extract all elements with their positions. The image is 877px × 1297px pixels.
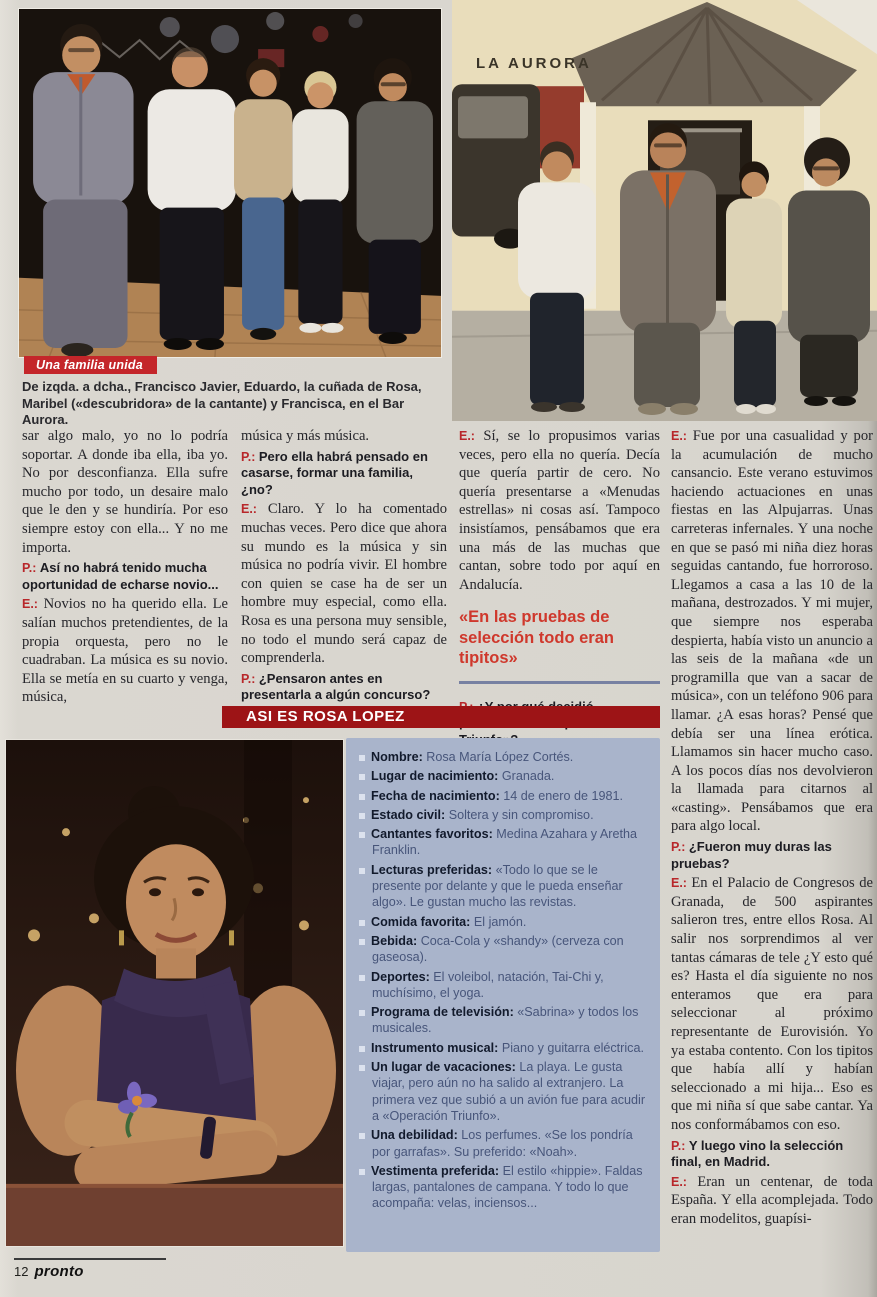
bullet-square-icon — [359, 975, 365, 981]
infobox-item — [359, 933, 649, 966]
infobox-label: Vestimenta preferida: — [371, 1163, 503, 1178]
bullet-square-icon — [359, 868, 365, 874]
bullet-square-icon — [359, 774, 365, 780]
infobox-item — [359, 807, 649, 823]
photo-family-bar-interior — [18, 8, 442, 358]
person-figure — [33, 24, 133, 357]
infobox-item — [359, 826, 649, 859]
infobox-label: Estado civil: — [371, 807, 449, 822]
infobox-label: Instrumento musical: — [371, 1040, 502, 1055]
infobox-value: El estilo «hippie». Faldas largas, pantalones de campana. Y todo lo que acompaña: velas, inciensos... — [372, 1163, 643, 1211]
infobox-label: Un lugar de vacaciones: — [371, 1060, 520, 1075]
infobox-label: Lugar de nacimiento: — [371, 769, 502, 784]
page-number: 12 — [14, 1264, 29, 1279]
footer-rule — [14, 1258, 166, 1260]
photo-caption-label: Una familia unida — [24, 356, 157, 374]
bullet-square-icon — [359, 1169, 365, 1175]
interview-question: P.: Y luego vino la selección final, en Madrid. — [671, 1137, 844, 1170]
article-paragraph: E.: Fue por una casualidad y por la acumulación de mucho cansancio. Este verano estuvimos haciendo actuaciones en unas fiestas en las Alpujarras. Unas carreteras infernales. Y una noche en que se pasó mi niña diez horas seguidas cantando, fue horroroso. Llegamos a casa a las 10 de la mañana, destrozados. Y mi mujer, que siempre nos esperaba despierta, había visto un anuncio a las seis de la mañana «de un programilla que van a sacar de música», con un teléfono 906 para llamar. ¿A esas horas? Pensé que debía ser una línea erótica. Llamamos sin hacer mucho caso. A los pocos días nos devolvieron la llamada para citarnos al «casting». Pensábamos que era para algo local. — [671, 428, 874, 835]
bullet-square-icon — [359, 939, 365, 945]
interview-question: P.: ¿Pensaron antes en presentarla a algún concurso? — [241, 670, 431, 703]
page-footer — [14, 1258, 174, 1281]
article-column-3 — [459, 427, 660, 709]
infobox-value: «Sabrina» y todos los musicales. — [372, 1005, 639, 1036]
infobox-value: Piano y guitarra eléctrica. — [501, 1040, 644, 1055]
interview-question: P.: ¿Fueron muy duras las pruebas? — [671, 839, 832, 871]
section-header: ASI ES ROSA LOPEZ — [222, 706, 660, 728]
bar-interior-illustration — [19, 9, 441, 357]
infobox-label: Deportes: — [371, 969, 434, 984]
infobox-label: Una debilidad: — [371, 1128, 462, 1143]
bullet-square-icon — [359, 794, 365, 800]
article-paragraph: E.: Eran un centenar, de toda España. Y ella acomplejada. Todo eran modelitos, guapísi- — [671, 1173, 873, 1227]
infobox-value: Medina Azahara y Aretha Franklin. — [372, 827, 637, 858]
infobox-rosa-facts — [346, 738, 660, 1252]
infobox-value: El jamón. — [473, 914, 527, 929]
rosa-portrait-illustration — [6, 740, 343, 1246]
article-column-2 — [241, 427, 447, 705]
table-surface — [6, 1186, 343, 1246]
infobox-item — [359, 749, 649, 765]
bullet-square-icon — [359, 1046, 365, 1052]
article-paragraph: E.: En el Palacio de Congresos de Granada, de 500 aspirantes salieron tres, entre ellos Rosa. Al salir nos sorprendimos al ver tantas cámaras de tele ¿Y esto qué es? Hasta el día siguiente no nos enteramos que era para seleccionar al próximo representante de Eurovisión. Yo ya estaba contento. Con los tipitos que había allí y habían seleccionado a mi hija... Eso es que mi niña sí que sabe cantar. Ya nos conformábamos con eso. — [671, 875, 873, 1133]
article-column-1 — [22, 427, 228, 706]
photo-caption-text: De izqda. a dcha., Francisco Javier, Eduardo, la cuñada de Rosa, Maribel («descubridora» de la cantante) y Francisca, en el Bar Aurora. — [22, 379, 422, 427]
article-paragraph: música y más música. — [241, 428, 370, 444]
speaker-prefix: P.: — [241, 449, 259, 464]
bar-sign-text: LA AURORA — [476, 55, 592, 73]
bullet-square-icon — [359, 832, 365, 838]
infobox-label: Cantantes favoritos: — [371, 827, 497, 842]
speaker-prefix: E.: — [459, 429, 484, 443]
infobox-item — [359, 862, 649, 911]
photo-family-bar-exterior — [452, 0, 877, 421]
speaker-prefix: E.: — [671, 876, 692, 891]
speaker-prefix: E.: — [22, 597, 44, 612]
infobox-value: La playa. Le gusta viajar, pero aún no ha salido al extranjero. La primera vez que subió a un avión fue para acudir a «Operación Triunfo». — [372, 1060, 646, 1123]
article-paragraph: E.: Claro. Y lo ha comentado muchas veces. Pero dice que ahora su mundo es la música y sin música no podría vivir. El hombre con quien se case ha de ser un hombre muy especial, como ella. Rosa es una persona muy sensible, no todo el mundo será capaz de comprenderla. — [241, 501, 447, 667]
infobox-value: «Todo lo que se le presente por delante y que le pueda enseñar algo». Le gustan mucho las revistas. — [372, 862, 623, 910]
infobox-label: Fecha de nacimiento: — [371, 788, 504, 803]
bar-exterior-illustration — [452, 0, 877, 421]
photo-rosa-portrait — [5, 739, 344, 1247]
infobox-item — [359, 1004, 649, 1037]
magazine-logo: pronto — [34, 1263, 84, 1280]
pull-quote: «En las pruebas de selección todo eran tipitos» — [459, 607, 660, 684]
infobox-list — [359, 749, 649, 1212]
infobox-label: Nombre: — [371, 750, 427, 764]
infobox-value: Soltera y sin compromiso. — [448, 807, 594, 822]
infobox-label: Comida favorita: — [371, 914, 474, 929]
bullet-square-icon — [359, 1065, 365, 1071]
infobox-value: Coca-Cola y «shandy» (cerveza con gaseosa). — [372, 933, 624, 965]
infobox-label: Lecturas preferidas: — [371, 862, 496, 877]
infobox-value: Los perfumes. «Se los pondría por garrafas». Su preferido: «Noah». — [372, 1128, 633, 1159]
article-paragraph: E.: Sí, se lo propusimos varias veces, pero ella no quería. Decía que quería partir de cero. No quería presentarse a «Menudas estrellas» ni cosas así. Tampoco insistíamos, pensábamos que era una más de las muchas que cantan, sobre todo por aquí en Andalucía. — [459, 428, 660, 593]
infobox-item — [359, 914, 649, 930]
article-column-4 — [671, 427, 873, 1249]
speaker-prefix: E.: — [671, 429, 693, 443]
speaker-prefix: E.: — [241, 502, 268, 517]
infobox-item — [359, 969, 649, 1002]
infobox-item — [359, 1127, 649, 1160]
infobox-value: Granada. — [501, 769, 555, 784]
bullet-square-icon — [359, 1010, 365, 1016]
interview-question: P.: Así no habrá tenido mucha oportunidad de echarse novio... — [22, 560, 219, 592]
infobox-item — [359, 1040, 649, 1056]
infobox-item — [359, 1163, 649, 1212]
speaker-prefix: P.: — [22, 561, 40, 576]
bullet-square-icon — [359, 813, 365, 819]
infobox-value: Rosa María López Cortés. — [426, 750, 574, 764]
infobox-item — [359, 1059, 649, 1124]
interview-question: P.: Pero ella habrá pensado en casarse, formar una familia, ¿no? — [241, 448, 428, 497]
infobox-label: Bebida: — [371, 933, 421, 948]
article-paragraph: E.: Novios no ha querido ella. Le salían muchos pretendientes, de la propia orquesta, pero no le cuadraban. La música es su novio. Ella se metía en su cuarto y venga, música, — [22, 596, 228, 706]
speaker-prefix: P.: — [671, 1138, 689, 1153]
bullet-square-icon — [359, 755, 365, 761]
bullet-square-icon — [359, 920, 365, 926]
infobox-item — [359, 788, 649, 804]
speaker-prefix: E.: — [671, 1174, 698, 1189]
bullet-square-icon — [359, 1133, 365, 1139]
article-paragraph: sar algo malo, yo no lo podría soportar. A donde iba ella, iba yo. No por desconfianza. Ella sufre mucho por todo, un desaire malo que le den y se hundiría. Por eso siempre estoy con ella... Y no me importa. — [22, 428, 228, 556]
infobox-label: Programa de televisión: — [371, 1005, 518, 1020]
person-figure — [148, 47, 236, 350]
speaker-prefix: P.: — [671, 840, 689, 855]
infobox-item — [359, 768, 649, 784]
speaker-prefix: P.: — [241, 671, 259, 686]
infobox-value: El voleibol, natación, Tai-Chi y, muchísimo, el yoga. — [372, 969, 604, 1000]
infobox-value: 14 de enero de 1981. — [503, 788, 624, 803]
